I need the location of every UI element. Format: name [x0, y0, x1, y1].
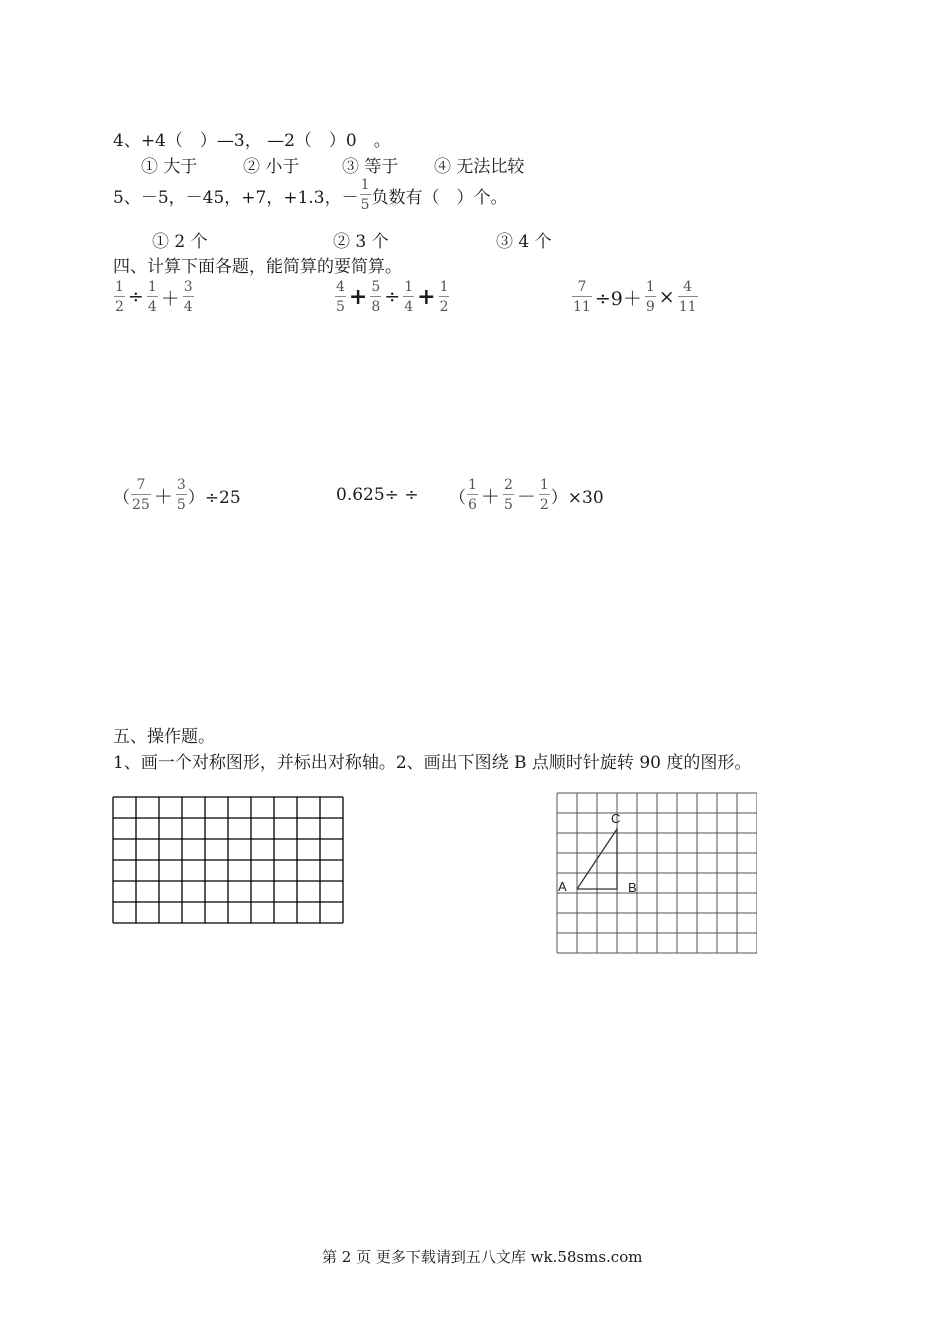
q5-prefix: 5、－5，－45，+7，+1.3，－: [113, 187, 359, 208]
rotation-grid[interactable]: [556, 792, 757, 955]
q4-stem: 4、+4（ ）—3， —2（ ）0 。: [113, 131, 391, 151]
q5-option-2: ② 3 个: [333, 232, 389, 252]
label-a: A: [558, 879, 567, 894]
q4-option-3: ③ 等于: [342, 157, 399, 177]
expression-4: （ $\frac{7}{25}$ ＋ $\frac{3}{5}$ ）÷25: [113, 477, 241, 513]
label-b: B: [628, 880, 637, 895]
q5-stem: [113, 178, 508, 212]
expression-5: 0.625÷ ÷: [336, 485, 419, 505]
q4-option-1: ① 大于: [141, 157, 198, 177]
label-c: C: [611, 811, 621, 826]
page-footer: 第 2 页 更多下载请到五八文库 wk.58sms.com: [322, 1248, 643, 1266]
q4-option-2: ② 小于: [243, 157, 300, 177]
expression-2: $\frac{4}{5}$ + $\frac{5}{8}$ ÷ $\frac{1}{4}$ + $\frac{1}{2}$: [336, 279, 449, 315]
blank-grid[interactable]: [112, 796, 344, 926]
section-5-heading: 五、操作题。: [113, 727, 215, 747]
q5-fraction: $\frac{1}{5}$: [360, 177, 370, 213]
section-5-instructions: 1、画一个对称图形，并标出对称轴。2、画出下图绕 B 点顺时针旋转 90 度的图形。: [113, 753, 752, 773]
expression-1: $\frac{1}{2}$ ÷ $\frac{1}{4}$ ＋ $\frac{3}{4}$: [115, 279, 193, 315]
section-4-heading: 四、计算下面各题，能简算的要简算。: [113, 257, 402, 277]
q5-option-3: ③ 4 个: [496, 232, 552, 252]
expression-6: （ $\frac{1}{6}$ ＋ $\frac{2}{5}$ － $\frac{1}{2}$ ）×30: [449, 477, 604, 513]
q4-option-4: ④ 无法比较: [434, 157, 525, 177]
q5-suffix: 负数有（ ）个。: [371, 187, 508, 208]
q5-option-1: ① 2 个: [152, 232, 208, 252]
expression-3: $\frac{7}{11}$ ÷9＋ $\frac{1}{9}$ × $\frac{4}{11}$: [573, 279, 697, 315]
